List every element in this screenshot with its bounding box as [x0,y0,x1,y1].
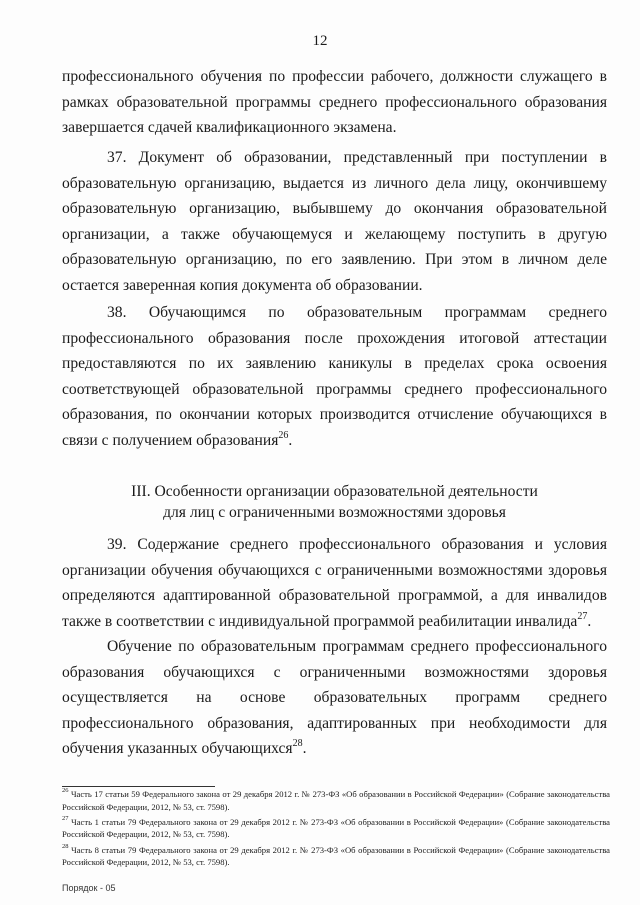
footnote-27 [62,816,610,841]
footnote-number: 26 [62,787,69,795]
footnote-number: 28 [62,842,69,850]
paragraph-body [62,532,607,634]
footer-mark: Порядок - 05 [62,883,116,893]
paragraph-text: 39. Содержание среднего профессионального образования и условия организации обучения обучающихся с ограниченными возможностями здоровья определяются адаптированной образовательной программой, а для инвалидов также в соответствии с индивидуальной программой реабилитации инвалида [62,536,607,630]
paragraph-38 [62,300,607,454]
paragraph-39 [62,532,607,634]
paragraph-continuation [62,64,607,141]
paragraph-text: Обучение по образовательным программам среднего профессионального образования обучающихся с ограниченными возможностями здоровья осуществляется на основе образовательных программ среднего профессионального образования, адаптированных при необходимости для обучения указанных обучающихся [62,638,607,758]
footnote-ref-27[interactable]: 27 [577,610,588,622]
section-heading-line-2: для лиц с ограниченными возможностями здоровья [163,504,506,521]
paragraph-training [62,634,607,762]
footnotes [62,788,610,871]
section-heading-line-1: III. Особенности организации образовательной деятельности [131,483,538,500]
paragraph-end: . [288,431,293,449]
paragraph-body [62,634,607,762]
footnote-text: Часть 8 статьи 79 Федерального закона от 29 декабря 2012 г. № 273-ФЗ «Об образовании в Российской Федерации» (Собрание законодательства Российской Федерации, 2012, № 53, ст. 7598). [62,844,610,868]
paragraph-text: 38. Обучающимся по образовательным программам среднего профессионального образования после прохождения итоговой аттестации предоставляются по их заявлению каникулы в пределах срока освоения соответствующей образовательной программы среднего профессионального образования, по окончании которых производится отчисление обучающихся в связи с получением образования [62,304,607,449]
paragraph-body [62,300,607,454]
footnote-ref-28[interactable]: 28 [292,738,303,750]
page-number: 12 [312,33,328,49]
footnote-text: Часть 1 статьи 79 Федерального закона от 29 декабря 2012 г. № 273-ФЗ «Об образовании в Российской Федерации» (Собрание законодательства Российской Федерации, 2012, № 53, ст. 7598). [62,816,610,840]
paragraph-end: . [587,612,592,630]
footnote-26 [62,788,610,813]
footnote-separator [62,786,215,787]
section-heading [62,481,607,523]
paragraph-37 [62,145,607,299]
footnote-text: Часть 17 статьи 59 Федерального закона от 29 декабря 2012 г. № 273-ФЗ «Об образовании в Российской Федерации» (Собрание законодательства Российской Федерации, 2012, № 53, ст. 7598). [62,789,610,812]
footnote-28 [62,844,610,869]
footnote-number: 27 [62,814,69,822]
footnote-ref-26[interactable]: 26 [278,429,289,441]
paragraph-text: профессионального обучения по профессии рабочего, должности служащего в рамках образовательной программы среднего профессионального образования завершается сдачей квалификационного экзамена. [62,68,607,137]
paragraph-end: . [302,740,307,758]
paragraph-text: 37. Документ об образовании, представленный при поступлении в образовательную организацию, выдается из личного дела лицу, окончившему образовательную организацию, выбывшему до окончания образовательной организации, а также обучающемуся и желающему поступить в другую образовательную организацию, по его заявлению. При этом в личном деле остается заверенная копия документа об образовании. [62,149,607,294]
